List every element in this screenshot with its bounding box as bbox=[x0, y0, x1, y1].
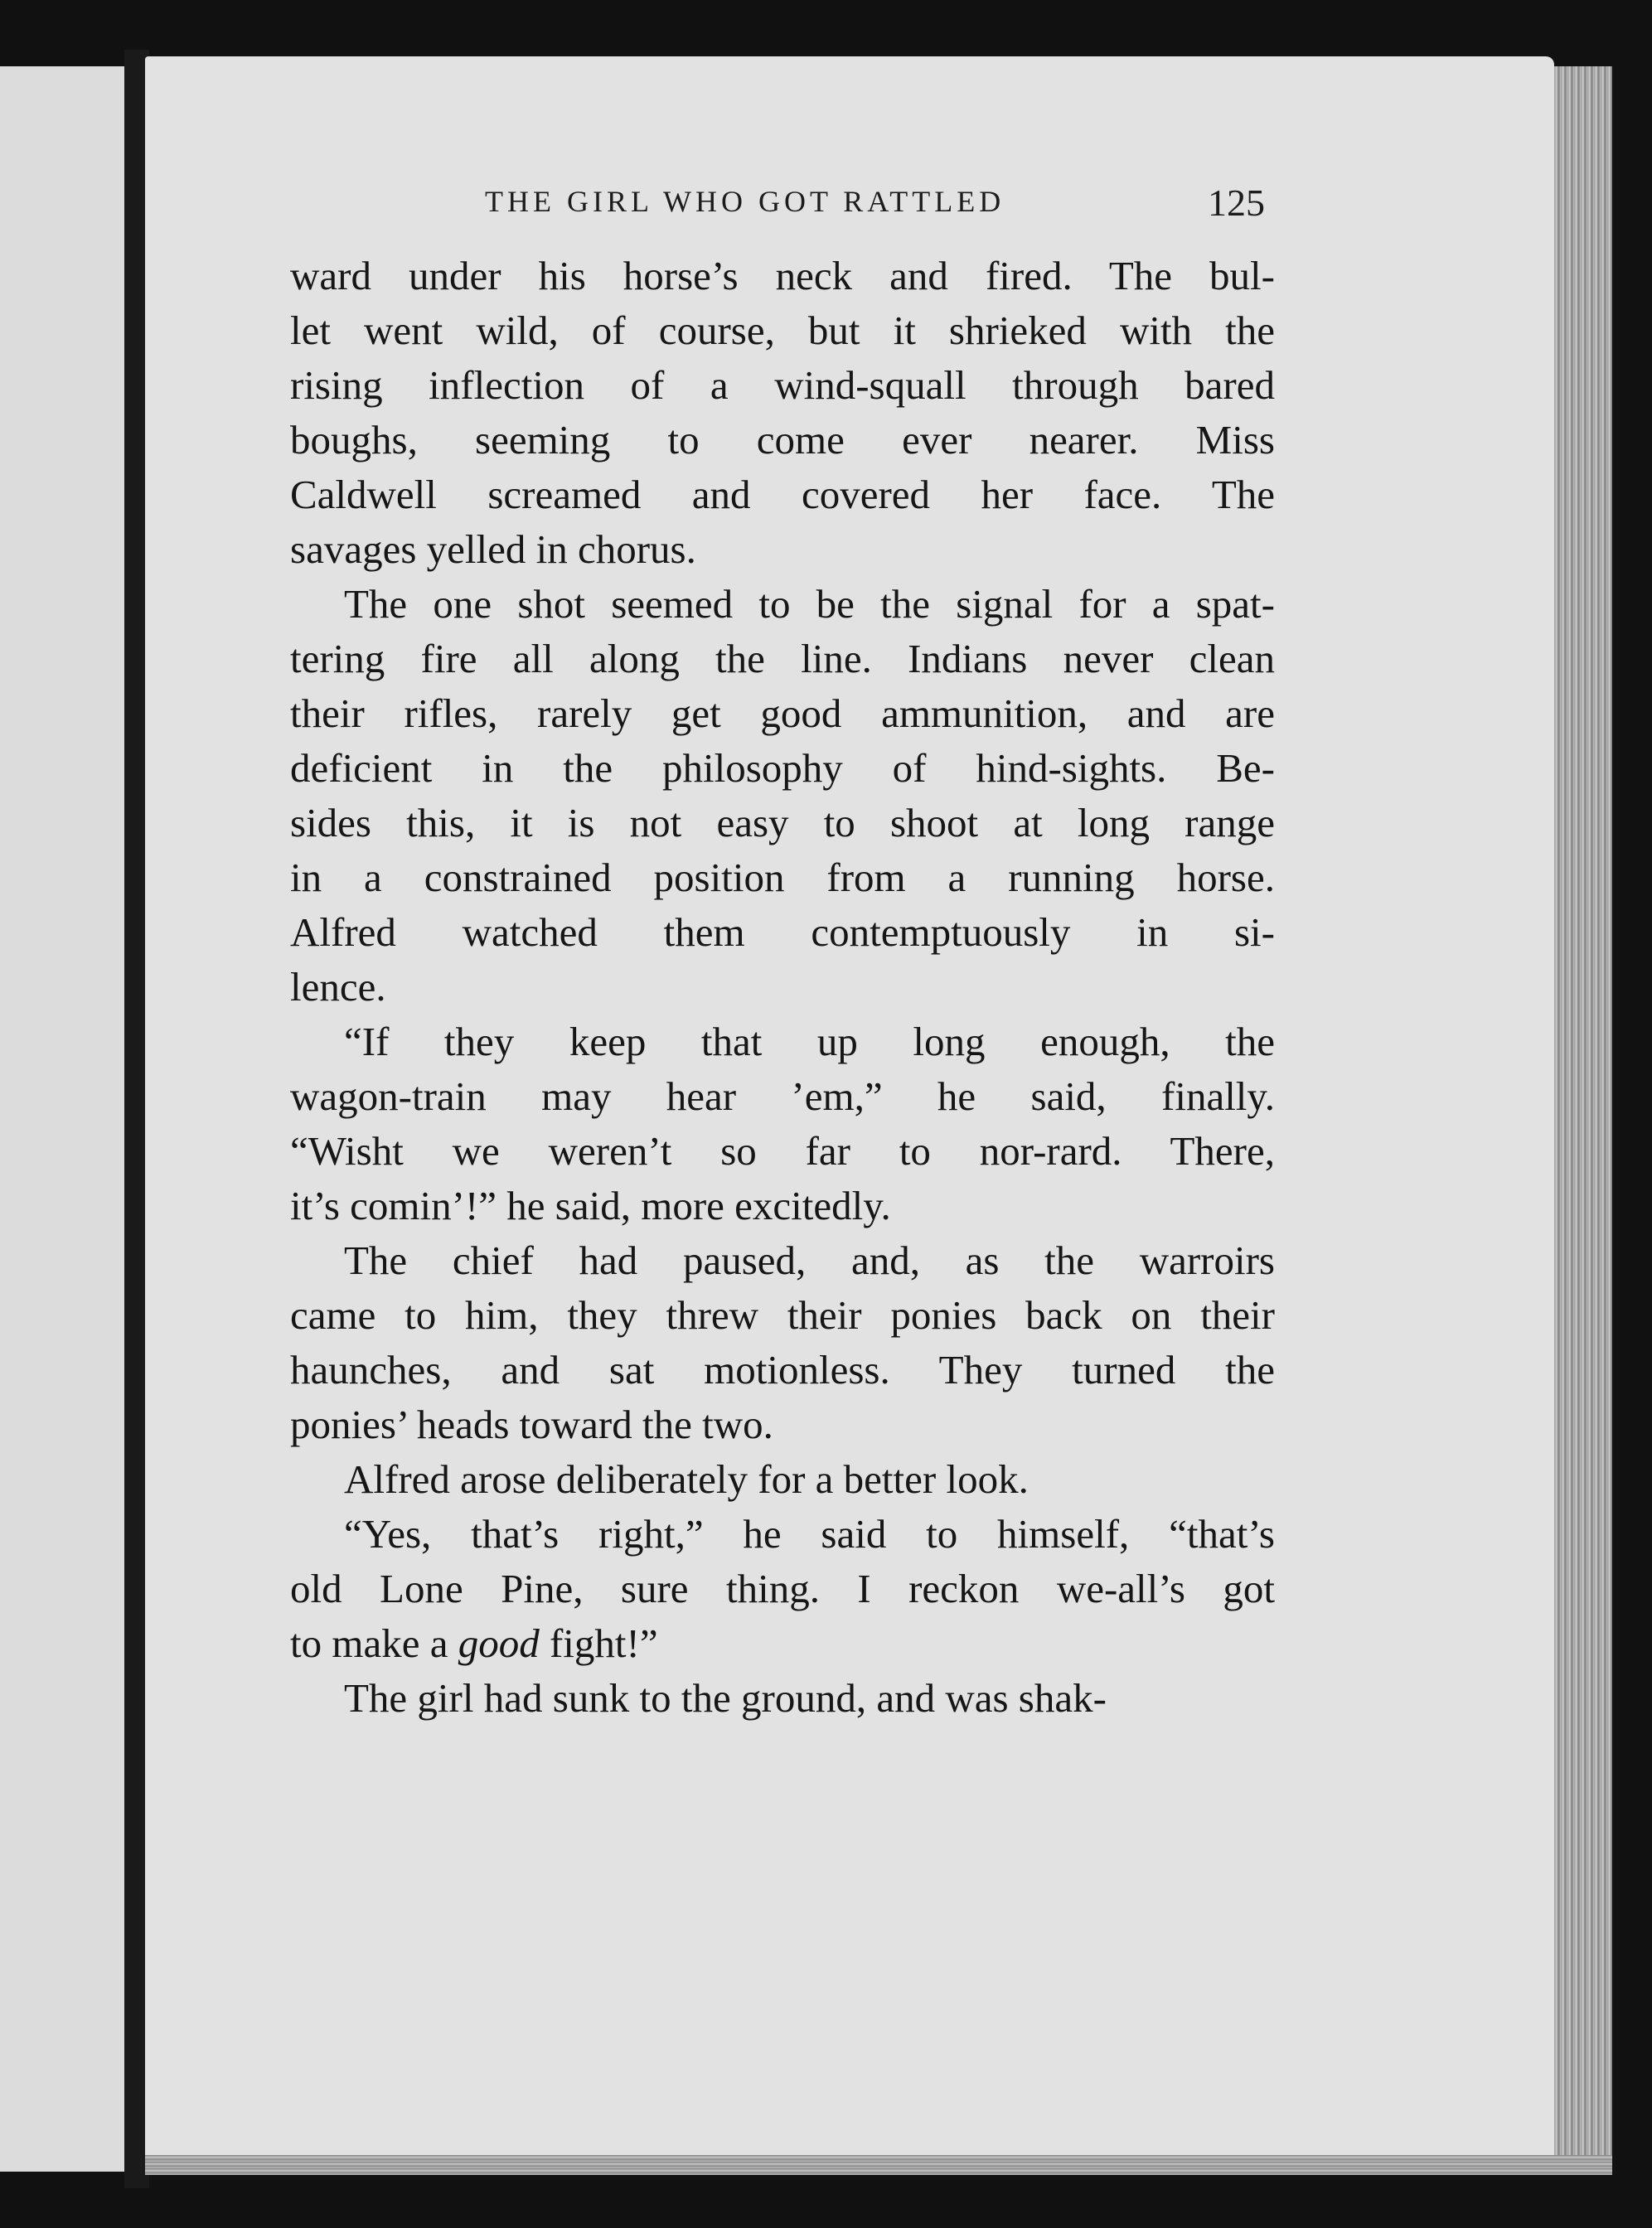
text-line: wagon-train may hear ’em,” he said, finally. bbox=[290, 1073, 1275, 1119]
text-line: Alfred arose deliberately for a better look. bbox=[344, 1456, 1029, 1502]
text-line: old Lone Pine, sure thing. I reckon we-all’s got bbox=[290, 1566, 1275, 1611]
running-head bbox=[290, 181, 1285, 230]
previous-page-edge bbox=[0, 66, 133, 2172]
page-stack-edge bbox=[1554, 66, 1612, 2172]
text-line: The chief had paused, and, as the warroirs bbox=[344, 1238, 1275, 1283]
text-line: savages yelled in chorus. bbox=[290, 526, 696, 572]
text-line: sides this, it is not easy to shoot at long range bbox=[290, 800, 1275, 845]
text-line: The girl had sunk to the ground, and was shak- bbox=[344, 1675, 1107, 1721]
text-line: ward under his horse’s neck and fired. The bul- bbox=[290, 253, 1275, 298]
text-line: Caldwell screamed and covered her face. The bbox=[290, 472, 1275, 517]
text-run: fight!” bbox=[539, 1620, 658, 1666]
text-line: rising inflection of a wind-squall through bared bbox=[290, 362, 1275, 408]
text-line: lence. bbox=[290, 964, 386, 1010]
running-head-title: THE GIRL WHO GOT RATTLED bbox=[485, 185, 1005, 218]
text-line: came to him, they threw their ponies back on their bbox=[290, 1292, 1275, 1338]
text-line: “Wisht we weren’t so far to nor-rard. There, bbox=[290, 1128, 1275, 1174]
page-number: 125 bbox=[1208, 182, 1265, 224]
text-line: their rifles, rarely get good ammunition, and are bbox=[290, 690, 1275, 736]
text-line: “If they keep that up long enough, the bbox=[344, 1019, 1275, 1064]
text-line: ponies’ heads toward the two. bbox=[290, 1402, 773, 1447]
text-run: to make a bbox=[290, 1620, 458, 1666]
body-text bbox=[290, 249, 1275, 1726]
text-line: boughs, seeming to come ever nearer. Miss bbox=[290, 417, 1275, 463]
text-line bbox=[290, 1616, 1275, 1671]
text-line: Alfred watched them contemptuously in si- bbox=[290, 909, 1275, 955]
text-line: The one shot seemed to be the signal for a spat- bbox=[344, 581, 1275, 627]
text-line: it’s comin’!” he said, more excitedly. bbox=[290, 1183, 891, 1228]
text-line: let went wild, of course, but it shrieked with the bbox=[290, 308, 1275, 353]
page-stack-bottom-edge bbox=[145, 2155, 1612, 2175]
text-line: tering fire all along the line. Indians never clean bbox=[290, 636, 1275, 681]
text-line: haunches, and sat motionless. They turned the bbox=[290, 1347, 1275, 1392]
text-line: in a constrained position from a running horse. bbox=[290, 855, 1275, 900]
italic-emphasis: good bbox=[458, 1620, 540, 1666]
text-line: “Yes, that’s right,” he said to himself, “that’s bbox=[344, 1511, 1275, 1557]
text-line: deficient in the philosophy of hind-sights. Be- bbox=[290, 745, 1275, 791]
